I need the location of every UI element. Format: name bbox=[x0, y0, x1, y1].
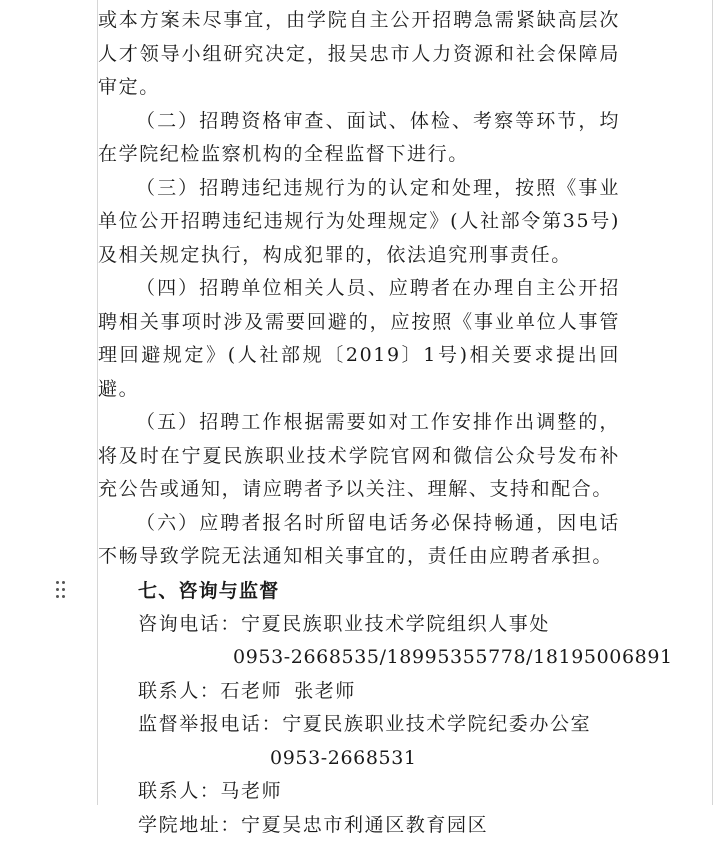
drag-handle-icon[interactable] bbox=[56, 581, 68, 601]
report-phone-line: 监督举报电话：宁夏民族职业技术学院纪委办公室 bbox=[98, 708, 620, 742]
contact-1-extra: 张老师 bbox=[294, 680, 356, 702]
section-heading: 七、咨询与监督 bbox=[98, 574, 620, 608]
paragraph-item-3: （三）招聘违纪违规行为的认定和处理，按照《事业单位公开招聘违纪违规行为处理规定》(人社部令第35号)及相关规定执行，构成犯罪的，依法追究刑事责任。 bbox=[98, 172, 620, 273]
page-right-border bbox=[712, 0, 713, 805]
document-body[interactable] bbox=[98, 0, 620, 842]
consult-phone-numbers: 0953-2668535/18995355778/18195006891 bbox=[98, 641, 620, 675]
paragraph-item-6: （六）应聘者报名时所留电话务必保持畅通，因电话不畅导致学院无法通知相关事宜的，责任由应聘者承担。 bbox=[98, 507, 620, 574]
paragraph-item-5: （五）招聘工作根据需要如对工作安排作出调整的，将及时在宁夏民族职业技术学院官网和微信公众号发布补充公告或通知，请应聘者予以关注、理解、支持和配合。 bbox=[98, 406, 620, 507]
paragraph-item-4: （四）招聘单位相关人员、应聘者在办理自主公开招聘相关事项时涉及需要回避的，应按照《事业单位人事管理回避规定》(人社部规〔2019〕1号)相关要求提出回避。 bbox=[98, 272, 620, 406]
report-phone-number: 0953-2668531 bbox=[98, 742, 620, 776]
contact-line-2: 联系人：马老师 bbox=[98, 775, 620, 809]
paragraph-continuation: 或本方案未尽事宜，由学院自主公开招聘急需紧缺高层次人才领导小组研究决定，报吴忠市人力资源和社会保障局审定。 bbox=[98, 4, 620, 105]
contact-1-label: 联系人：石老师 bbox=[138, 680, 282, 702]
contact-line-1 bbox=[98, 675, 620, 709]
address-line: 学院地址：宁夏吴忠市利通区教育园区 bbox=[98, 809, 620, 842]
consult-phone-line: 咨询电话：宁夏民族职业技术学院组织人事处 bbox=[98, 608, 620, 642]
paragraph-item-2: （二）招聘资格审查、面试、体检、考察等环节，均在学院纪检监察机构的全程监督下进行。 bbox=[98, 105, 620, 172]
